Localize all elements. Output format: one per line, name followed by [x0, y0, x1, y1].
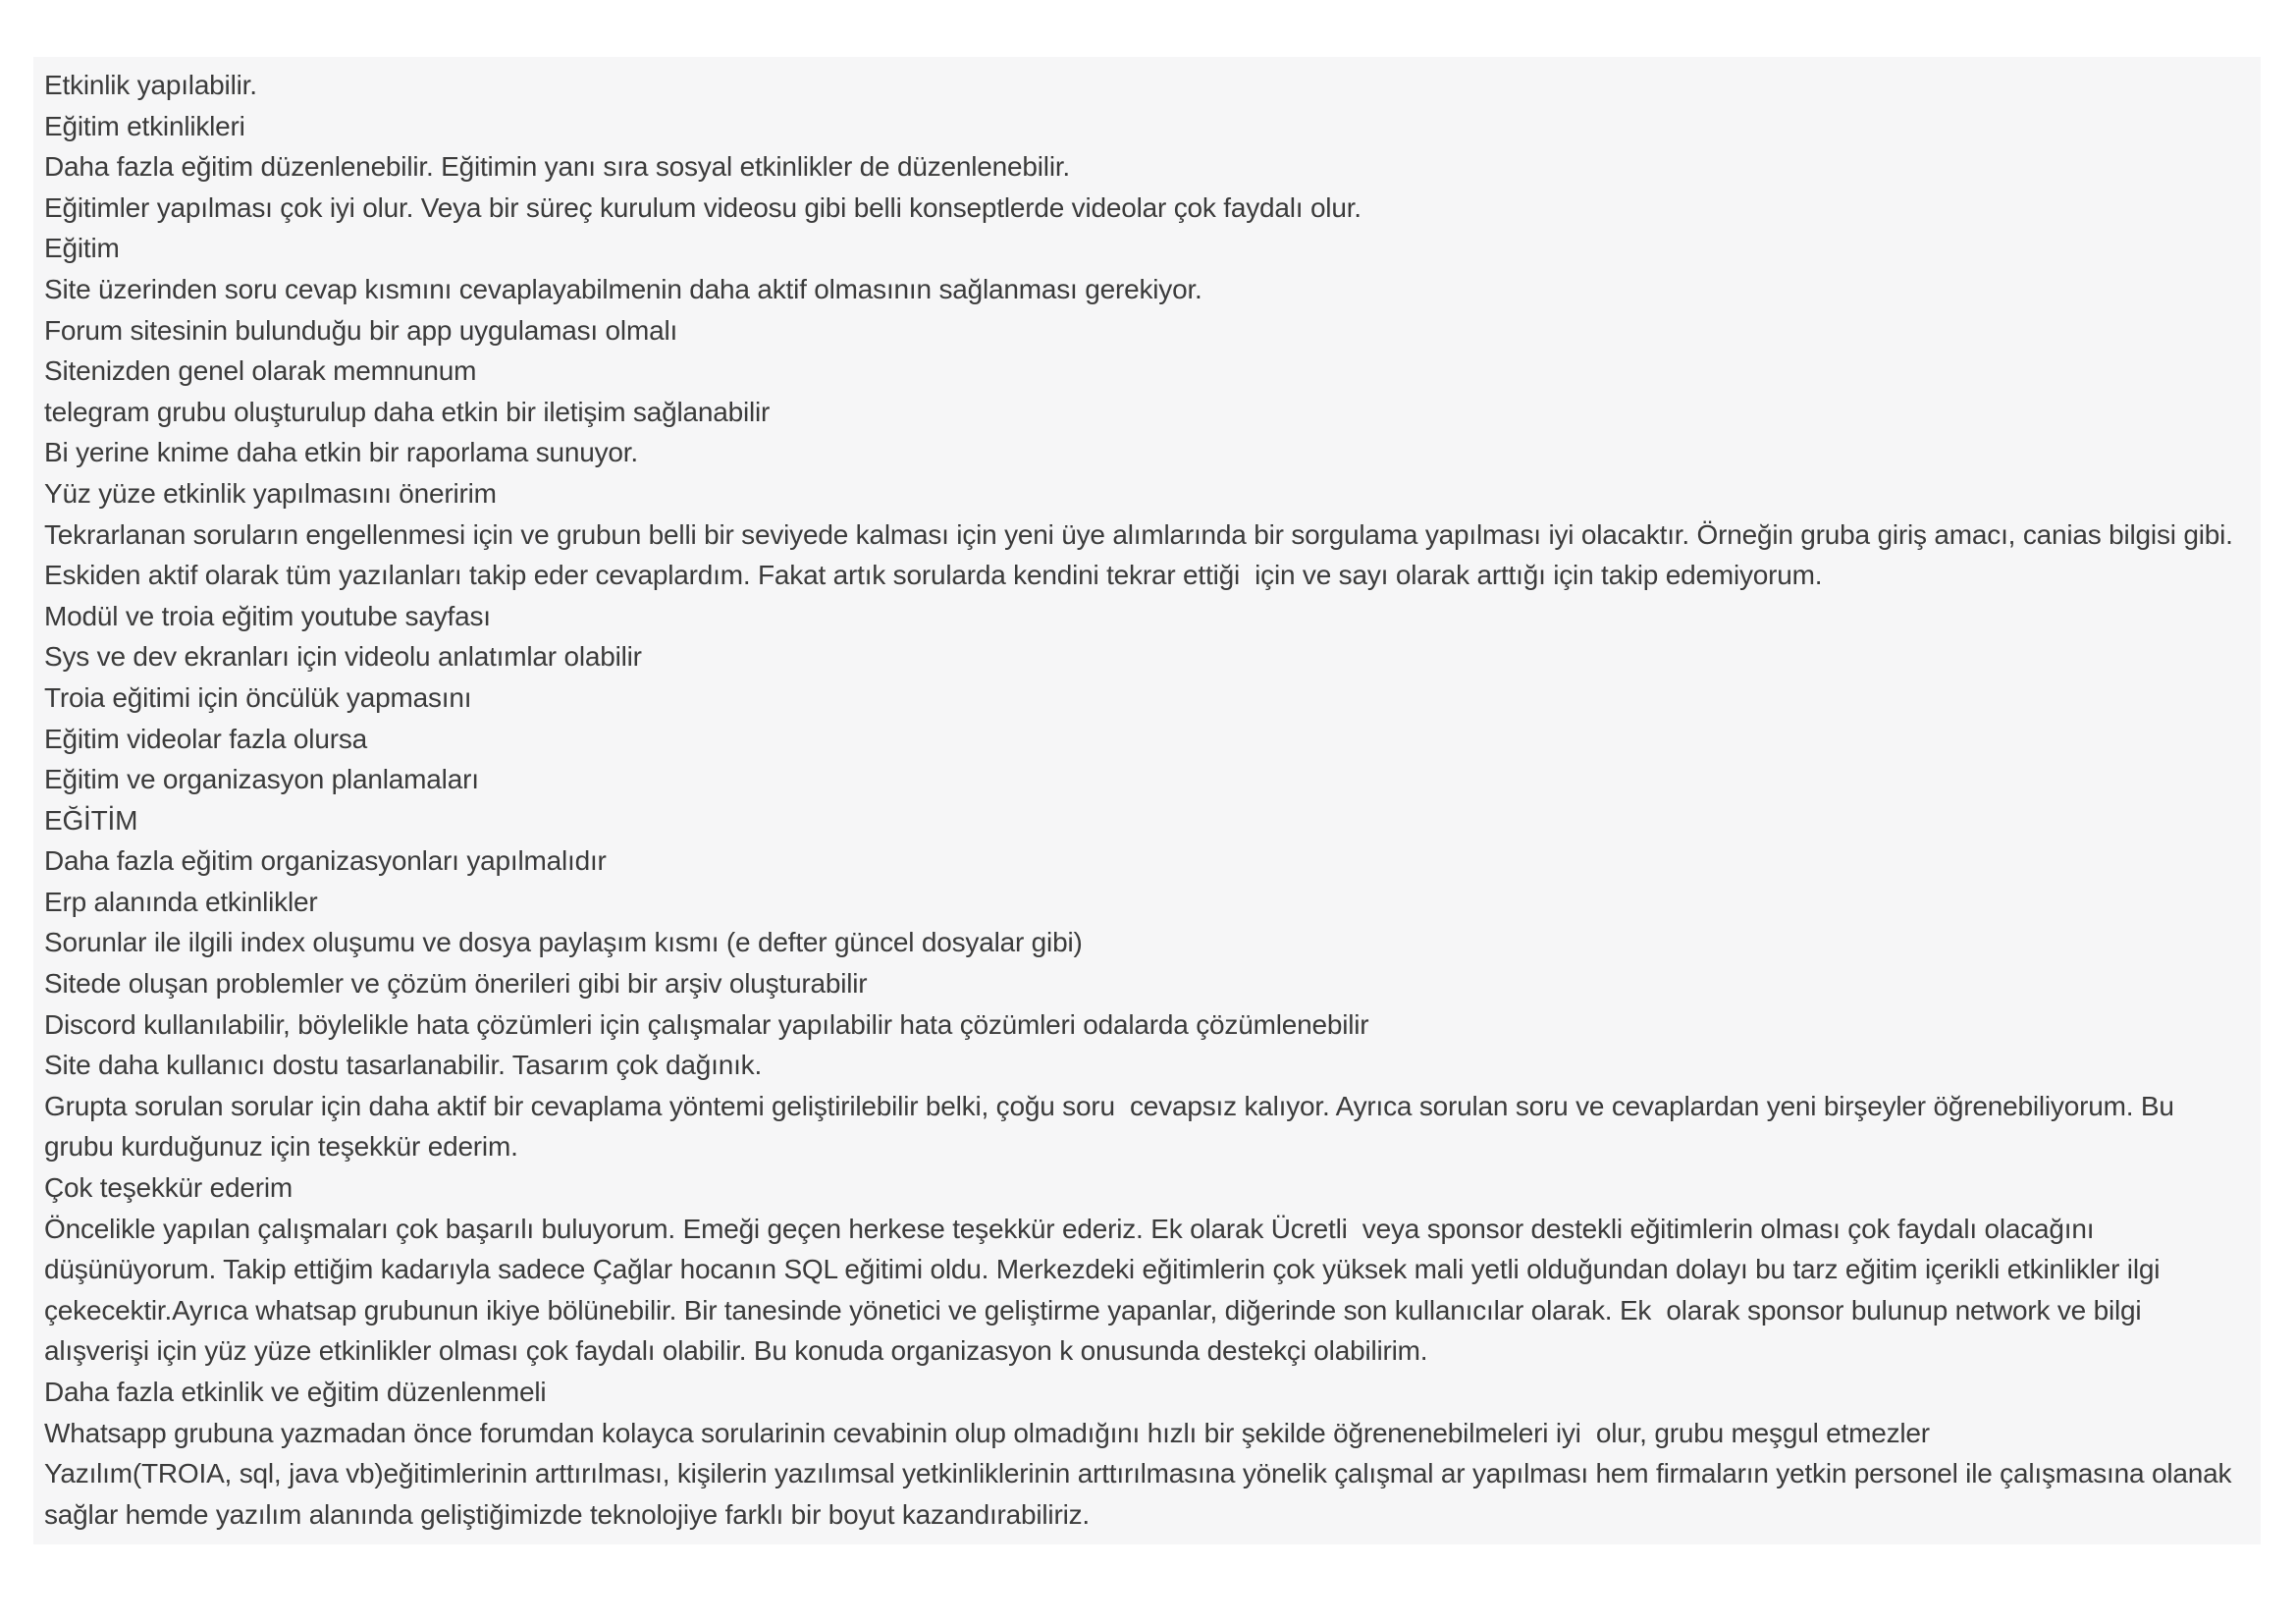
response-item: Yazılım(TROIA, sql, java vb)eğitimlerinin arttırılması, kişilerin yazılımsal yetkinliklerinin arttırılmasına yönelik çalışmal ar yapılması hem firmaların yetkin personel ile çalışmasına olanak sağlar hemde yazılım alanında geliştiğimizde teknolojiye farklı bir boyut kazandırabiliriz.: [44, 1458, 2239, 1530]
response-item: Eğitim: [44, 233, 120, 264]
response-item: Bi yerine knime daha etkin bir raporlama sunuyor.: [44, 437, 638, 468]
response-item: Sorunlar ile ilgili index oluşumu ve dosya paylaşım kısmı (e defter güncel dosyalar gibi): [44, 927, 1083, 958]
response-item: Site üzerinden soru cevap kısmını cevaplayabilmenin daha aktif olmasının sağlanması gerekiyor.: [44, 273, 1202, 304]
response-item: Eğitim videolar fazla olursa: [44, 723, 367, 754]
response-item: Eğitim etkinlikleri: [44, 110, 245, 141]
response-list: [44, 65, 2250, 1535]
response-item: Sitenizden genel olarak memnunum: [44, 355, 477, 387]
response-item: Etkinlik yapılabilir.: [44, 70, 257, 100]
response-item: Modül ve troia eğitim youtube sayfası: [44, 600, 491, 631]
response-item: Eğitimler yapılması çok iyi olur. Veya bir süreç kurulum videosu gibi belli konseptlerde videolar çok faydalı olur.: [44, 191, 1362, 223]
response-item: Daha fazla etkinlik ve eğitim düzenlenmeli: [44, 1377, 547, 1407]
response-item: Sys ve dev ekranları için videolu anlatımlar olabilir: [44, 641, 642, 673]
response-item: telegram grubu oluşturulup daha etkin bir iletişim sağlanabilir: [44, 396, 771, 427]
response-item: Site daha kullanıcı dostu tasarlanabilir. Tasarım çok dağınık.: [44, 1050, 763, 1081]
response-item: Discord kullanılabilir, böylelikle hata çözümleri için çalışmalar yapılabilir hata çözümleri odalarda çözümlenebilir: [44, 1008, 1369, 1040]
response-item: Troia eğitimi için öncülük yapmasını: [44, 681, 472, 713]
response-item: Çok teşekkür ederim: [44, 1172, 293, 1204]
response-item: EĞİTİM: [44, 804, 138, 836]
response-item: Forum sitesinin bulunduğu bir app uygulaması olmalı: [44, 314, 678, 346]
response-item: Öncelikle yapılan çalışmaları çok başarılı buluyorum. Emeği geçen herkese teşekkür ederiz. Ek olarak Ücretli veya sponsor destekli eğitimlerin olması çok faydalı olacağını düşünüyorum. Takip ettiğim kadarıyla sadece Çağlar hocanın SQL eğitimi oldu. Merkezdeki eğitimlerin çok yüksek mali yetli olduğundan dolayı bu tarz eğitim içerikli etkinlikler ilgi çekecektir.Ayrıca whatsap grubunun ikiye bölünebilir. Bir tanesinde yönetici ve geliştirme yapanlar, diğerinde son kullanıcılar olarak. Ek olarak sponsor bulunup network ve bilgi alışverişi için yüz yüze etkinlikler olması çok faydalı olabilir. Bu konuda organizasyon k onusunda destekçi olabilirim.: [44, 1213, 2167, 1367]
response-item: Daha fazla eğitim organizasyonları yapılmalıdır: [44, 845, 607, 877]
response-item: Whatsapp grubuna yazmadan önce forumdan kolayca sorularinin cevabinin olup olmadığını hızlı bir şekilde öğrenenebilmeleri iyi olur, grubu meşgul etmezler: [44, 1417, 1930, 1448]
response-item: Tekrarlanan soruların engellenmesi için ve grubun belli bir seviyede kalması için yeni üye alımlarında bir sorgulama yapılması iyi olacaktır. Örneğin gruba giriş amacı, canias bilgisi gibi. Eskiden aktif olarak tüm yazılanları takip eder cevaplardım. Fakat artık sorularda kendini tekrar ettiği için ve sayı olarak arttığı için takip edemiyorum.: [44, 518, 2241, 591]
response-item: Eğitim ve organizasyon planlamaları: [44, 764, 479, 795]
response-item: Erp alanında etkinlikler: [44, 886, 318, 917]
response-item: Daha fazla eğitim düzenlenebilir. Eğitimin yanı sıra sosyal etkinlikler de düzenlenebilir.: [44, 151, 1071, 183]
response-item: Grupta sorulan sorular için daha aktif bir cevaplama yöntemi geliştirilebilir belki, çoğu soru cevapsız kalıyor. Ayrıca sorulan soru ve cevaplardan yeni birşeyler öğrenebiliyorum. Bu grubu kurduğunuz için teşekkür ederim.: [44, 1090, 2182, 1163]
responses-panel: [33, 57, 2261, 1544]
response-item: Sitede oluşan problemler ve çözüm önerileri gibi bir arşiv oluşturabilir: [44, 968, 868, 1000]
response-item: Yüz yüze etkinlik yapılmasını öneririm: [44, 477, 497, 509]
